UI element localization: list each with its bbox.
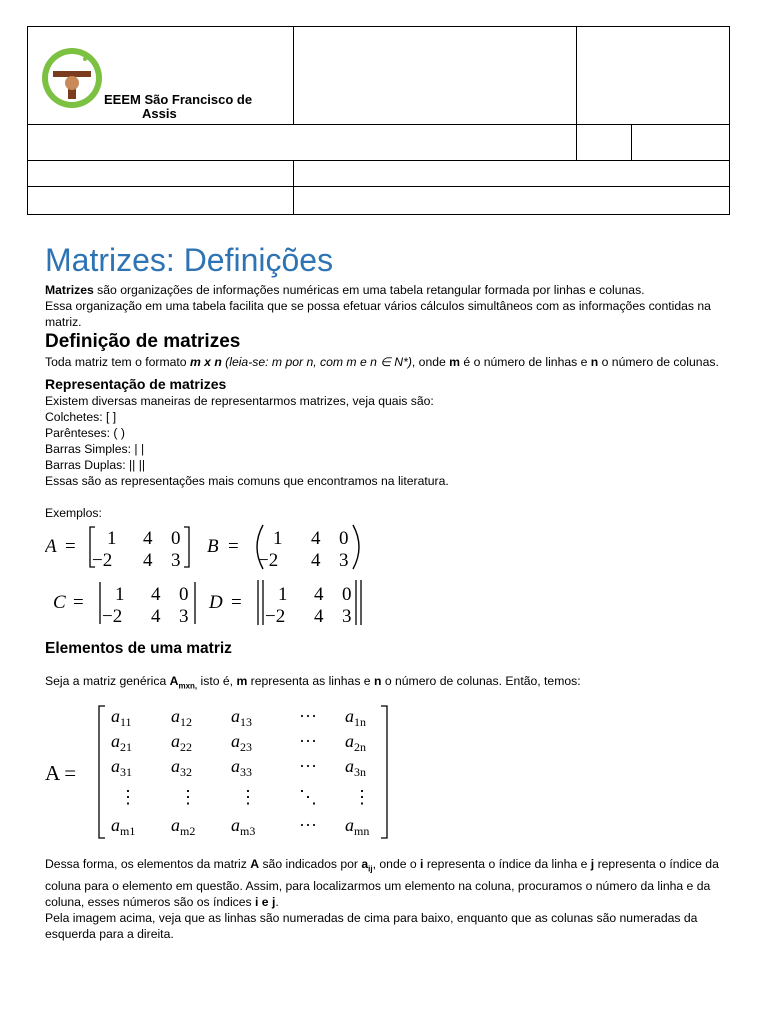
- elements-a: A: [169, 674, 179, 688]
- representation-heading: Representação de matrizes: [45, 376, 227, 392]
- definition-format: m x n: [189, 355, 222, 369]
- representation-line: Existem diversas maneiras de representarmos matrizes, veja quais são:: [45, 394, 434, 408]
- matrix-c-cell: 3: [179, 606, 189, 627]
- conclusion-text: representa o índice da coluna para o elemento em questão. Assim, para localizarmos um elemento na coluna, procuramos o número da linha e da coluna, esses números são os índices: [45, 857, 719, 909]
- matrix-d-cell: −2: [265, 606, 286, 627]
- generic-matrix-cell: $a_{m3}$: [231, 815, 256, 839]
- generic-matrix-cell: ⋮: [239, 787, 257, 808]
- conclusion-i: i: [420, 857, 424, 872]
- conclusion-paragraph: [45, 856, 725, 941]
- matrix-c-cell: 4: [151, 584, 161, 605]
- header-cell-top-right: [577, 27, 730, 125]
- matrix-b-cell: −2: [258, 550, 279, 571]
- document-body: [45, 238, 725, 942]
- example-equals: =: [231, 592, 242, 613]
- generic-matrix-cell: $a_{13}$: [231, 706, 252, 730]
- header-cell-row2-small: [577, 125, 632, 161]
- example-name-b: B: [207, 536, 219, 557]
- definition-text: , onde: [411, 355, 450, 369]
- conclusion-aij: a: [361, 857, 369, 872]
- bracket-right: [184, 527, 189, 567]
- conclusion-text-2: Pela imagem acima, veja que as linhas são numeradas de cima para baixo, enquanto que as colunas são numeradas da esquerda para a direita.: [45, 910, 698, 941]
- generic-matrix-cell: $a_{2n}$: [345, 731, 366, 755]
- representation-line: Colchetes: [ ]: [45, 410, 117, 424]
- intro-term: Matrizes: [45, 283, 94, 297]
- elements-text: isto é,: [197, 674, 237, 688]
- elements-a-sub: mxn,: [178, 681, 198, 691]
- conclusion-text: representa o índice da linha e: [423, 857, 591, 872]
- generic-matrix-cell: $a_{12}$: [171, 706, 192, 730]
- definition-heading: Definição de matrizes: [45, 331, 241, 352]
- elements-text: o número de colunas. Então, temos:: [381, 674, 581, 688]
- matrix-b-cell: 4: [311, 528, 321, 549]
- elements-intro: [45, 673, 725, 694]
- example-name-d: D: [209, 592, 223, 613]
- header-cell-top-middle: [294, 27, 577, 125]
- generic-matrix-cell: $a_{32}$: [171, 756, 192, 780]
- representation-line: Barras Simples: | |: [45, 442, 145, 456]
- generic-matrix-cell: ⋱: [299, 787, 317, 808]
- example-equals: =: [228, 536, 239, 557]
- matrix-c-cell: −2: [102, 606, 123, 627]
- matrix-d-cell: 4: [314, 584, 324, 605]
- matrix-a-cell: 0: [171, 528, 181, 549]
- conclusion-a: A: [250, 857, 260, 872]
- definition-paragraph: [45, 354, 725, 370]
- matrix-a-cell: 4: [143, 550, 153, 571]
- intro-paragraph: [45, 282, 725, 330]
- definition-read-as: (leia-se: m por n, com m e n ∈ N*): [221, 355, 412, 369]
- generic-matrix-cell: ···: [299, 706, 317, 727]
- elements-text: representa as linhas e: [247, 674, 374, 688]
- generic-matrix-cell: ⋮: [119, 787, 137, 808]
- header-table: [27, 26, 730, 215]
- representation-line: Parênteses: ( ): [45, 426, 125, 440]
- generic-bracket-right: [381, 706, 387, 838]
- conclusion-text: são indicados por: [259, 857, 362, 872]
- matrix-a-cell: −2: [92, 550, 113, 571]
- school-name: [104, 93, 252, 121]
- matrix-b-cell: 3: [339, 550, 349, 571]
- generic-matrix-cell: $a_{m1}$: [111, 815, 136, 839]
- header-cell-row2-right: [632, 125, 730, 161]
- generic-matrix-cell: ···: [299, 756, 317, 777]
- header-cell-row3-left: [28, 161, 294, 187]
- generic-matrix-label: A =: [45, 761, 77, 786]
- definition-n: n: [590, 355, 599, 369]
- representation-line: Essas são as representações mais comuns que encontramos na literatura.: [45, 474, 449, 488]
- representation-line: Barras Duplas: || ||: [45, 458, 146, 472]
- matrix-b-cell: 0: [339, 528, 349, 549]
- paren-right: [353, 525, 359, 569]
- matrix-b-cell: 4: [311, 550, 321, 571]
- elements-text: Seja a matriz genérica: [45, 674, 170, 688]
- generic-matrix-cell: ⋮: [179, 787, 197, 808]
- generic-matrix-cell: $a_{22}$: [171, 731, 192, 755]
- example-equals: =: [73, 592, 84, 613]
- matrix-d-cell: 3: [342, 606, 352, 627]
- generic-matrix-cell: $a_{3n}$: [345, 756, 366, 780]
- matrix-a-cell: 1: [107, 528, 117, 549]
- examples-label: Exemplos:: [45, 506, 102, 520]
- generic-matrix: [45, 700, 405, 850]
- generic-matrix-cell: ⋮: [353, 787, 371, 808]
- matrix-c-cell: 4: [151, 606, 161, 627]
- definition-text: é o número de linhas e: [460, 355, 591, 369]
- header-cell-row3-right: [294, 161, 730, 187]
- header-cell-row2-wide: [28, 125, 577, 161]
- matrix-d-cell: 0: [342, 584, 352, 605]
- conclusion-text: Dessa forma, os elementos da matriz: [45, 857, 251, 872]
- conclusion-text: , onde o: [372, 857, 421, 872]
- generic-matrix-cell: ···: [299, 815, 317, 836]
- generic-matrix-cell: $a_{1n}$: [345, 706, 366, 730]
- school-name-line1: EEEM São Francisco de: [104, 92, 253, 107]
- header-cell-row4-left: [28, 187, 294, 215]
- matrix-c-cell: 1: [115, 584, 125, 605]
- elements-m: m: [236, 674, 248, 688]
- definition-text: Toda matriz tem o formato: [45, 355, 190, 369]
- example-matrices: [45, 521, 375, 631]
- generic-matrix-cell: $a_{21}$: [111, 731, 132, 755]
- matrix-d-cell: 4: [314, 606, 324, 627]
- generic-matrix-cell: $a_{m2}$: [171, 815, 196, 839]
- generic-bracket-left: [99, 706, 105, 838]
- generic-matrix-cell: ···: [299, 731, 317, 752]
- matrix-a-cell: 4: [143, 528, 153, 549]
- example-equals: =: [65, 536, 76, 557]
- intro-line2: Essa organização em uma tabela facilita que se possa efetuar vários cálculos simultâneos com as informações contidas na matriz.: [45, 299, 711, 329]
- elements-heading: Elementos de uma matriz: [45, 640, 232, 657]
- generic-matrix-cell: $a_{11}$: [111, 706, 132, 730]
- example-name-c: C: [53, 592, 66, 613]
- page-title: Matrizes: Definições: [45, 242, 334, 278]
- school-name-line2: Assis: [142, 106, 177, 121]
- conclusion-aij-sub: ij: [368, 864, 373, 874]
- logo-cell: [28, 27, 294, 125]
- generic-matrix-cell: $a_{31}$: [111, 756, 132, 780]
- conclusion-j: j: [590, 857, 595, 872]
- header-cell-row4-right: [294, 187, 730, 215]
- matrix-d-cell: 1: [278, 584, 288, 605]
- intro-line1: são organizações de informações numéricas em uma tabela retangular formada por linhas e colunas.: [93, 283, 645, 297]
- conclusion-ij-words: i e j: [255, 894, 276, 909]
- matrix-a-cell: 3: [171, 550, 181, 571]
- elements-n: n: [373, 674, 382, 688]
- matrix-b-cell: 1: [273, 528, 283, 549]
- definition-text: o número de colunas.: [598, 355, 719, 369]
- example-name-a: A: [45, 536, 57, 557]
- generic-matrix-cell: $a_{23}$: [231, 731, 252, 755]
- matrix-c-cell: 0: [179, 584, 189, 605]
- generic-matrix-cell: $a_{33}$: [231, 756, 252, 780]
- school-logo-icon: [41, 47, 103, 109]
- definition-m: m: [449, 355, 461, 369]
- conclusion-text: .: [275, 894, 279, 909]
- generic-matrix-cell: $a_{mn}$: [345, 815, 370, 839]
